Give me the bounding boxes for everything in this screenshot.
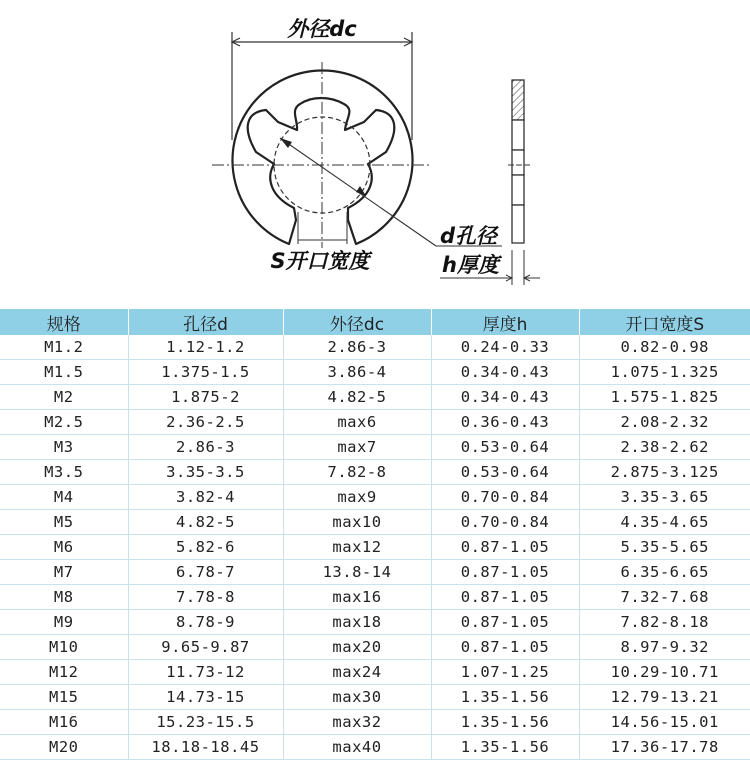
cell-outer-diameter: max18 [283, 610, 431, 635]
cell-outer-diameter: max30 [283, 685, 431, 710]
cell-opening-width: 2.38-2.62 [579, 435, 750, 460]
cell-spec: M8 [0, 585, 128, 610]
cell-thickness: 1.35-1.56 [431, 710, 579, 735]
cell-outer-diameter: max6 [283, 410, 431, 435]
table-row [0, 710, 750, 735]
cell-outer-diameter: 3.86-4 [283, 360, 431, 385]
cell-spec: M12 [0, 660, 128, 685]
cell-opening-width: 8.97-9.32 [579, 635, 750, 660]
e-clip-diagram [0, 0, 750, 300]
cell-hole-diameter: 11.73-12 [128, 660, 283, 685]
table-row [0, 560, 750, 585]
cell-outer-diameter: 13.8-14 [283, 560, 431, 585]
table-row [0, 360, 750, 385]
cell-thickness: 1.07-1.25 [431, 660, 579, 685]
cell-thickness: 0.70-0.84 [431, 485, 579, 510]
cell-outer-diameter: max10 [283, 510, 431, 535]
cell-spec: M1.2 [0, 335, 128, 360]
table-row [0, 660, 750, 685]
cell-hole-diameter: 1.875-2 [128, 385, 283, 410]
cell-spec: M16 [0, 710, 128, 735]
cell-thickness: 0.87-1.05 [431, 560, 579, 585]
table-body [0, 335, 750, 760]
table-row [0, 460, 750, 485]
side-view [508, 80, 530, 243]
cell-spec: M20 [0, 735, 128, 760]
cell-thickness: 0.36-0.43 [431, 410, 579, 435]
table-row [0, 510, 750, 535]
cell-thickness: 0.87-1.05 [431, 585, 579, 610]
cell-spec: M1.5 [0, 360, 128, 385]
cell-opening-width: 14.56-15.01 [579, 710, 750, 735]
cell-thickness: 0.34-0.43 [431, 385, 579, 410]
cell-opening-width: 5.35-5.65 [579, 535, 750, 560]
cell-hole-diameter: 4.82-5 [128, 510, 283, 535]
cell-hole-diameter: 2.86-3 [128, 435, 283, 460]
cell-opening-width: 1.575-1.825 [579, 385, 750, 410]
cell-opening-width: 7.32-7.68 [579, 585, 750, 610]
cell-outer-diameter: max32 [283, 710, 431, 735]
header-opening-width: 开口宽度S [579, 309, 750, 335]
cell-spec: M6 [0, 535, 128, 560]
cell-opening-width: 0.82-0.98 [579, 335, 750, 360]
header-thickness: 厚度h [431, 309, 579, 335]
table-row [0, 410, 750, 435]
cell-spec: M4 [0, 485, 128, 510]
cell-opening-width: 3.35-3.65 [579, 485, 750, 510]
table-header-row [0, 309, 750, 335]
cell-spec: M10 [0, 635, 128, 660]
cell-opening-width: 2.875-3.125 [579, 460, 750, 485]
cell-outer-diameter: max40 [283, 735, 431, 760]
cell-outer-diameter: 7.82-8 [283, 460, 431, 485]
cell-hole-diameter: 14.73-15 [128, 685, 283, 710]
header-spec: 规格 [0, 309, 128, 335]
table-row [0, 385, 750, 410]
cell-thickness: 0.34-0.43 [431, 360, 579, 385]
cell-thickness: 0.53-0.64 [431, 460, 579, 485]
cell-spec: M3 [0, 435, 128, 460]
e-clip-ring [233, 70, 413, 244]
cell-spec: M9 [0, 610, 128, 635]
cell-opening-width: 7.82-8.18 [579, 610, 750, 635]
cell-opening-width: 10.29-10.71 [579, 660, 750, 685]
cell-hole-diameter: 7.78-8 [128, 585, 283, 610]
cell-opening-width: 2.08-2.32 [579, 410, 750, 435]
spec-table [0, 309, 750, 760]
cell-spec: M5 [0, 510, 128, 535]
cell-outer-diameter: 4.82-5 [283, 385, 431, 410]
cell-hole-diameter: 6.78-7 [128, 560, 283, 585]
cell-opening-width: 12.79-13.21 [579, 685, 750, 710]
outer-diameter-label: 外径dc [287, 17, 357, 41]
cell-hole-diameter: 5.82-6 [128, 535, 283, 560]
table-row [0, 610, 750, 635]
cell-hole-diameter: 8.78-9 [128, 610, 283, 635]
table-row [0, 335, 750, 360]
cell-outer-diameter: max9 [283, 485, 431, 510]
cell-hole-diameter: 3.82-4 [128, 485, 283, 510]
cell-opening-width: 17.36-17.78 [579, 735, 750, 760]
cell-spec: M3.5 [0, 460, 128, 485]
cell-hole-diameter: 1.12-1.2 [128, 335, 283, 360]
cell-opening-width: 4.35-4.65 [579, 510, 750, 535]
cell-opening-width: 1.075-1.325 [579, 360, 750, 385]
table-row [0, 585, 750, 610]
thickness-label: h厚度 [442, 253, 499, 277]
cell-spec: M7 [0, 560, 128, 585]
cell-outer-diameter: max7 [283, 435, 431, 460]
cell-hole-diameter: 18.18-18.45 [128, 735, 283, 760]
cell-opening-width: 6.35-6.65 [579, 560, 750, 585]
cell-thickness: 0.70-0.84 [431, 510, 579, 535]
header-outer-diameter: 外径dc [283, 309, 431, 335]
cell-thickness: 1.35-1.56 [431, 685, 579, 710]
cell-thickness: 1.35-1.56 [431, 735, 579, 760]
cell-thickness: 0.87-1.05 [431, 635, 579, 660]
cell-outer-diameter: max24 [283, 660, 431, 685]
header-hole-diameter: 孔径d [128, 309, 283, 335]
cell-hole-diameter: 3.35-3.5 [128, 460, 283, 485]
table-row [0, 735, 750, 760]
hole-diameter-label: d孔径 [440, 224, 498, 248]
cell-outer-diameter: max12 [283, 535, 431, 560]
cell-thickness: 0.87-1.05 [431, 610, 579, 635]
cell-thickness: 0.87-1.05 [431, 535, 579, 560]
cell-spec: M15 [0, 685, 128, 710]
cell-hole-diameter: 9.65-9.87 [128, 635, 283, 660]
cell-outer-diameter: max20 [283, 635, 431, 660]
cell-thickness: 0.53-0.64 [431, 435, 579, 460]
cell-outer-diameter: 2.86-3 [283, 335, 431, 360]
table-row [0, 685, 750, 710]
table-row [0, 535, 750, 560]
opening-width-label: S开口宽度 [270, 249, 370, 273]
cell-hole-diameter: 2.36-2.5 [128, 410, 283, 435]
cell-outer-diameter: max16 [283, 585, 431, 610]
table-row [0, 435, 750, 460]
hole-arrow-head [280, 138, 292, 148]
cell-hole-diameter: 15.23-15.5 [128, 710, 283, 735]
table-row [0, 635, 750, 660]
cell-thickness: 0.24-0.33 [431, 335, 579, 360]
cell-hole-diameter: 1.375-1.5 [128, 360, 283, 385]
table-row [0, 485, 750, 510]
cell-spec: M2.5 [0, 410, 128, 435]
cell-spec: M2 [0, 385, 128, 410]
